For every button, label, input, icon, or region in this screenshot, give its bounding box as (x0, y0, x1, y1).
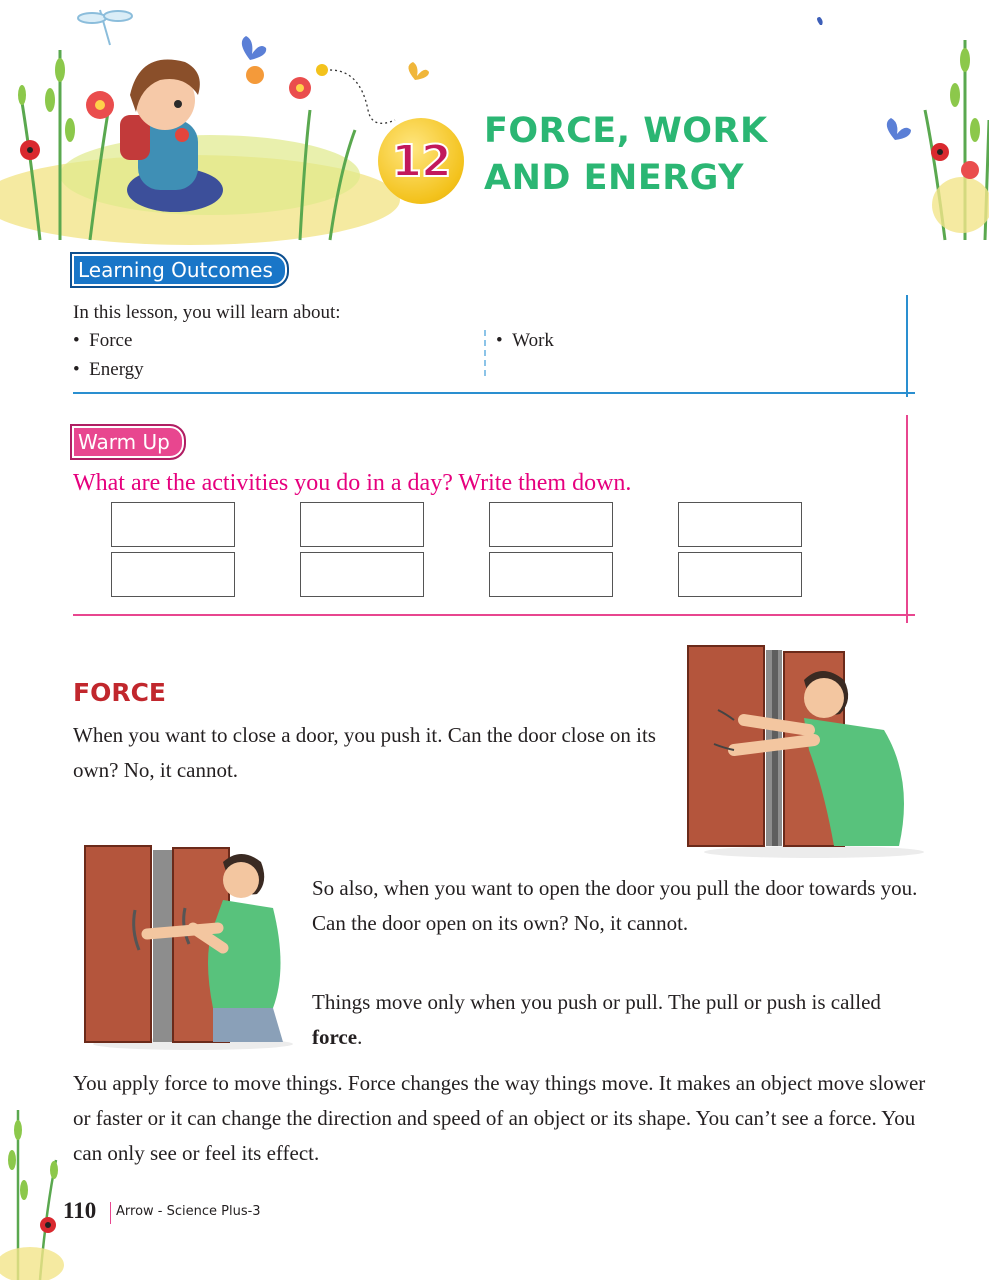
outcome-item: • Force (73, 330, 133, 351)
force-paragraph-1: When you want to close a door, you push it. Can the door close on its own? No, it cannot. (73, 723, 656, 782)
chapter-title-line2: AND ENERGY (484, 158, 744, 198)
boy-pushing-door-illustration (684, 640, 924, 858)
book-title: Arrow - Science Plus-3 (116, 1204, 261, 1219)
warm-up-heading: Warm Up (70, 424, 186, 460)
section-border (906, 415, 908, 623)
chapter-title-line1: FORCE, WORK (484, 111, 768, 151)
answer-box[interactable] (111, 552, 235, 597)
plant-decoration-icon (0, 1100, 70, 1280)
warm-up-question: What are the activities you do in a day? Write them down. (73, 470, 632, 496)
outcome-item: • Work (496, 330, 554, 351)
answer-box[interactable] (300, 552, 424, 597)
answer-box[interactable] (678, 552, 802, 597)
section-divider (73, 614, 915, 616)
section-divider (73, 392, 915, 394)
boy-pulling-door-illustration (73, 838, 295, 1050)
answer-box[interactable] (489, 552, 613, 597)
answer-box[interactable] (678, 502, 802, 547)
answer-box[interactable] (489, 502, 613, 547)
force-paragraph-3: Things move only when you push or pull. The pull or push is called force. (312, 990, 881, 1049)
footer-separator (110, 1202, 111, 1224)
force-paragraph-2: So also, when you want to open the door you pull the door towards you. Can the door open on its own? No, it cannot. (312, 876, 918, 935)
force-heading: FORCE (73, 678, 167, 707)
chapter-number-badge (378, 118, 464, 204)
chapter-title (484, 108, 824, 202)
answer-box[interactable] (300, 502, 424, 547)
section-border (906, 295, 908, 397)
answer-box[interactable] (111, 502, 235, 547)
column-divider (484, 330, 486, 376)
force-term: force (312, 1025, 358, 1049)
learning-outcomes-intro: In this lesson, you will learn about: (73, 302, 341, 323)
force-paragraph-4: You apply force to move things. Force changes the way things move. It makes an object move slower or faster or it can change the direction and speed of an object or its shape. You can’t see a force. You can only see or feel its effect. (73, 1071, 926, 1165)
chapter-number: 12 (391, 135, 451, 187)
learning-outcomes-heading: Learning Outcomes (70, 252, 289, 288)
outcome-item: • Energy (73, 359, 144, 380)
page-number: 110 (63, 1198, 97, 1223)
